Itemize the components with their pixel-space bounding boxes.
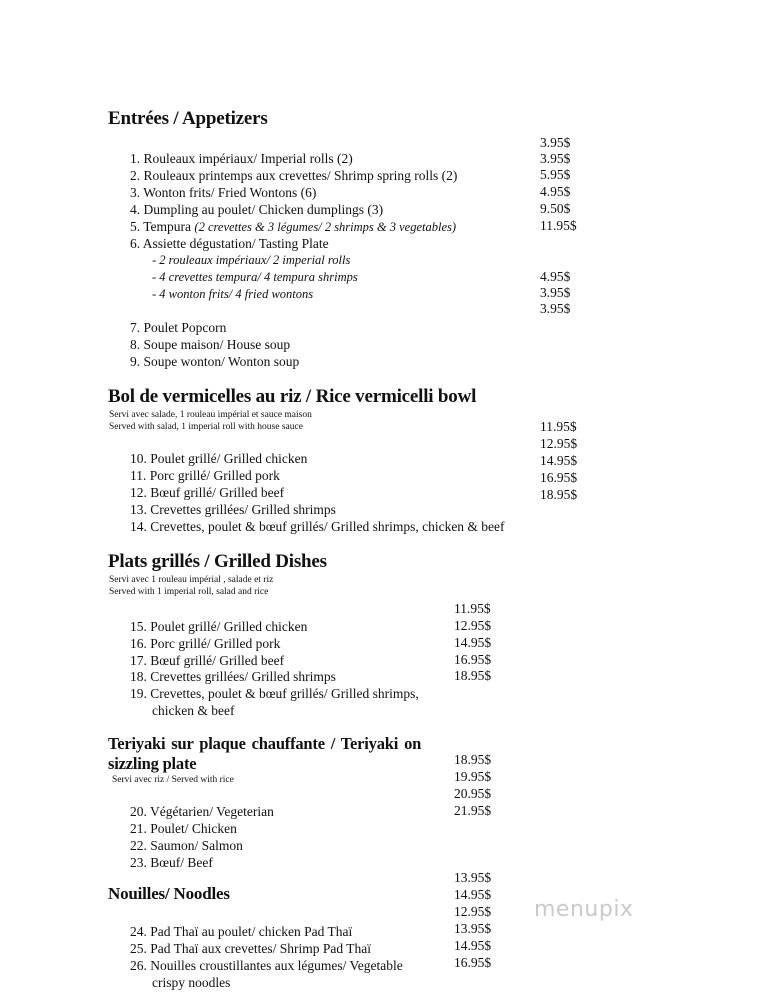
price: 4.95$: [540, 269, 571, 284]
menu-item: 21. Poulet/ Chicken: [130, 821, 237, 836]
price: 18.95$: [454, 752, 492, 767]
price: 3.95$: [540, 151, 571, 166]
price: 21.95$: [454, 803, 492, 818]
menu-item: 4. Dumpling au poulet/ Chicken dumplings (3): [130, 202, 384, 217]
menu-item: 24. Pad Thaï au poulet/ chicken Pad Thaï: [130, 924, 353, 939]
price: 16.95$: [454, 955, 492, 970]
section-title-vermicelli: Bol de vermicelles au riz / Rice vermicelli bowl: [108, 386, 477, 407]
section-title-teriyaki-line2: sizzling plate: [108, 754, 197, 773]
price: 19.95$: [454, 769, 492, 784]
menu-item: 17. Bœuf grillé/ Grilled beef: [130, 653, 285, 668]
menu-item: 11. Porc grillé/ Grilled pork: [130, 468, 280, 483]
section-title-grilled: Plats grillés / Grilled Dishes: [108, 551, 327, 572]
price: 14.95$: [454, 887, 492, 902]
menu-item: 25. Pad Thaï aux crevettes/ Shrimp Pad Thaï: [130, 941, 371, 956]
section-note: Served with 1 imperial roll, salad and rice: [109, 587, 269, 597]
section-note: Servi avec riz / Served with rice: [112, 775, 234, 785]
menu-item-continued: crispy noodles: [152, 975, 231, 990]
section-note: Servi avec salade, 1 rouleau impérial et sauce maison: [109, 410, 312, 420]
price: 9.50$: [540, 201, 571, 216]
menu-item: 8. Soupe maison/ House soup: [130, 337, 291, 352]
price: 13.95$: [454, 870, 492, 885]
price: 16.95$: [540, 470, 578, 485]
section-note: Servi avec 1 rouleau impérial , salade et riz: [109, 575, 274, 585]
price: 3.95$: [540, 135, 571, 150]
section-title-noodles: Nouilles/ Noodles: [108, 884, 230, 903]
menu-item: 14. Crevettes, poulet & bœuf grillés/ Grilled shrimps, chicken & beef: [130, 519, 505, 534]
menupix-watermark: menupix: [534, 897, 634, 922]
menu-item-tempura: [130, 218, 456, 236]
menu-item: 13. Crevettes grillées/ Grilled shrimps: [130, 502, 336, 517]
price: 14.95$: [540, 453, 578, 468]
menu-item: 22. Saumon/ Salmon: [130, 838, 243, 853]
menu-item: 12. Bœuf grillé/ Grilled beef: [130, 485, 285, 500]
section-title-teriyaki: Teriyaki sur plaque chauffante / Teriyaki on: [108, 734, 422, 753]
menu-item-continued: chicken & beef: [152, 703, 235, 718]
menu-item: 20. Végétarien/ Vegeterian: [130, 804, 274, 819]
price: 5.95$: [540, 167, 571, 182]
price: 18.95$: [540, 487, 578, 502]
menu-item: 16. Porc grillé/ Grilled pork: [130, 636, 281, 651]
price: 14.95$: [454, 635, 492, 650]
price: 18.95$: [454, 668, 492, 683]
menu-item: 15. Poulet grillé/ Grilled chicken: [130, 619, 308, 634]
price: 3.95$: [540, 285, 571, 300]
price: 20.95$: [454, 786, 492, 801]
menu-item: 23. Bœuf/ Beef: [130, 855, 213, 870]
menu-item: 7. Poulet Popcorn: [130, 320, 227, 335]
price: 12.95$: [454, 618, 492, 633]
menu-item: 6. Assiette dégustation/ Tasting Plate: [130, 236, 329, 251]
price: 11.95$: [540, 419, 577, 434]
price: 11.95$: [454, 601, 491, 616]
menu-item: 3. Wonton frits/ Fried Wontons (6): [130, 185, 317, 200]
price: 14.95$: [454, 938, 492, 953]
section-note: Served with salad, 1 imperial roll with house sauce: [109, 422, 303, 432]
menu-item: 18. Crevettes grillées/ Grilled shrimps: [130, 669, 336, 684]
price: 12.95$: [540, 436, 578, 451]
menu-item: 9. Soupe wonton/ Wonton soup: [130, 354, 300, 369]
tasting-line: - 4 wonton frits/ 4 fried wontons: [152, 287, 314, 301]
tempura-note: (2 crevettes & 3 légumes/ 2 shrimps & 3 vegetables): [194, 220, 457, 234]
menu-item: 26. Nouilles croustillantes aux légumes/ Vegetable: [130, 958, 403, 973]
menu-item: 1. Rouleaux impériaux/ Imperial rolls (2): [130, 151, 353, 166]
menu-item-label: 5. Tempura: [130, 219, 192, 234]
price: 4.95$: [540, 184, 571, 199]
tasting-line: - 4 crevettes tempura/ 4 tempura shrimps: [152, 270, 358, 284]
price: 12.95$: [454, 904, 492, 919]
menu-item: 19. Crevettes, poulet & bœuf grillés/ Grilled shrimps,: [130, 686, 419, 701]
menu-item: 10. Poulet grillé/ Grilled chicken: [130, 451, 308, 466]
price: 16.95$: [454, 652, 492, 667]
menu-item: 2. Rouleaux printemps aux crevettes/ Shrimp spring rolls (2): [130, 168, 458, 183]
tasting-line: - 2 rouleaux impériaux/ 2 imperial rolls: [152, 253, 351, 267]
price: 13.95$: [454, 921, 492, 936]
price: 3.95$: [540, 301, 571, 316]
price: 11.95$: [540, 218, 577, 233]
section-title-appetizers: Entrées / Appetizers: [108, 108, 268, 129]
